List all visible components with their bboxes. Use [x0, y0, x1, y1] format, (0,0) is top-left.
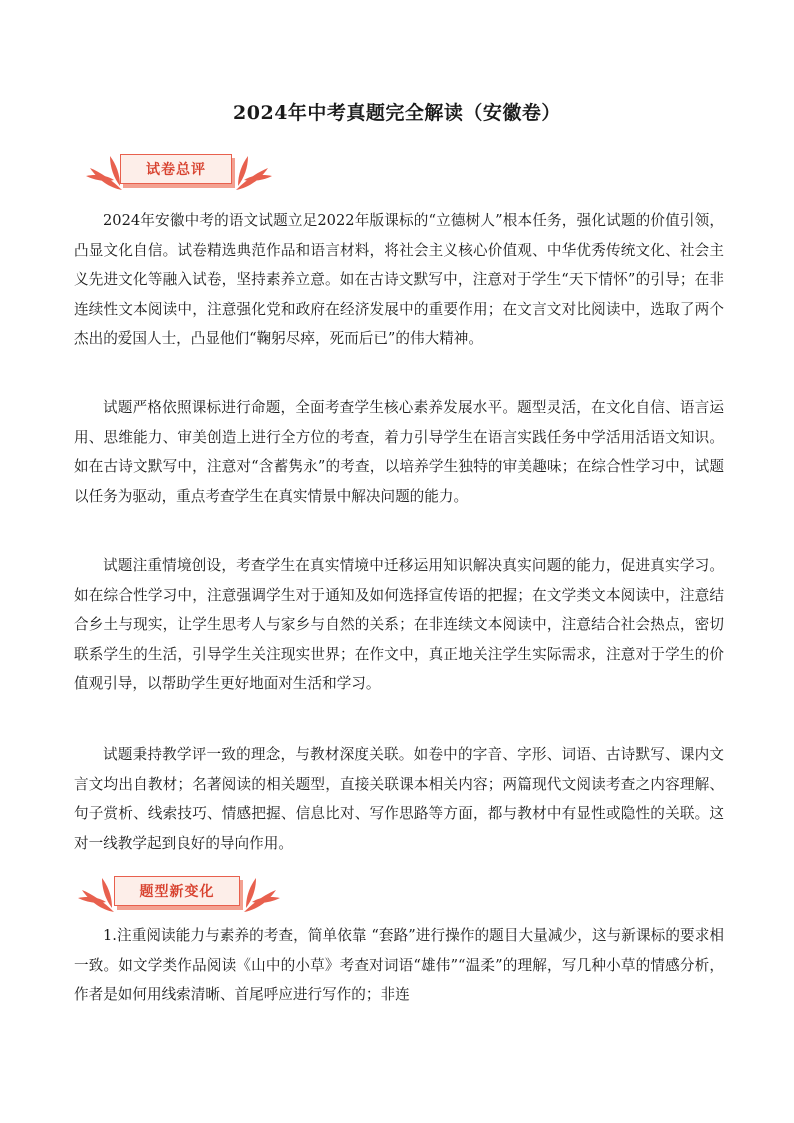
overview-paragraph-2: 试题严格依照课标进行命题，全面考查学生核心素养发展水平。题型灵活，在文化自信、语言运用、思维能力、审美创造上进行全方位的考查，着力引导学生在语言实践任务中学活用活语文知识。如在古诗文默写中，注意对“含蓄隽永”的考查，以培养学生独特的审美趣味；在综合性学习中，试题以任务为驱动，重点考查学生在真实情景中解决问题的能力。 — [74, 399, 724, 505]
section-heading-changes: 题型新变化 — [114, 876, 240, 906]
laurel-leaf-icon — [84, 150, 124, 194]
laurel-leaf-icon — [76, 872, 116, 916]
laurel-leaf-icon — [234, 150, 274, 194]
overview-paragraph-1: 2024年安徽中考的语文试题立足2022年版课标的“立德树人”根本任务，强化试题的价值引领，凸显文化自信。试卷精选典范作品和语言材料，将社会主义核心价值观、中华优秀传统文化、社会主义先进文化等融入试卷，坚持素养立意。如在古诗文默写中，注意对于学生“天下情怀”的引导；在非连续性文本阅读中，注意强化党和政府在经济发展中的重要作用；在文言文对比阅读中，选取了两个杰出的爱国人士，凸显他们“鞠躬尽瘁，死而后已”的伟大精神。 — [74, 212, 724, 347]
section-heading-overview: 试卷总评 — [120, 154, 232, 184]
section-banner-changes — [76, 872, 282, 916]
section-banner-overview — [84, 150, 274, 194]
laurel-leaf-icon — [242, 872, 282, 916]
overview-paragraph-4: 试题秉持教学评一致的理念，与教材深度关联。如卷中的字音、字形、词语、古诗默写、课内文言文均出自教材；名著阅读的相关题型，直接关联课本相关内容；两篇现代文阅读考查之内容理解、句子赏析、线索技巧、情感把握、信息比对、写作思路等方面，都与教材中有显性或隐性的关联。这对一线教学起到良好的导向作用。 — [74, 746, 724, 852]
document-title: 2024年中考真题完全解读（安徽卷） — [233, 102, 561, 124]
overview-paragraph-3: 试题注重情境创设，考查学生在真实情境中迁移运用知识解决真实问题的能力，促进真实学习。如在综合性学习中，注意强调学生对于通知及如何选择宣传语的把握；在文学类文本阅读中，注意结合乡土与现实，让学生思考人与家乡与自然的关系；在非连续文本阅读中，注意结合社会热点，密切联系学生的生活，引导学生关注现实世界；在作文中，真正地关注学生实际需求，注意对于学生的价值观引导，以帮助学生更好地面对生活和学习。 — [74, 557, 724, 692]
changes-paragraph-1: 1.注重阅读能力与素养的考查，简单依靠 “套路”进行操作的题目大量减少，这与新课标的要求相一致。如文学类作品阅读《山中的小草》考查对词语“雄伟”“温柔”的理解，写几种小草的情感分析，作者是如何用线索清晰、首尾呼应进行写作的；非连 — [74, 927, 724, 1003]
